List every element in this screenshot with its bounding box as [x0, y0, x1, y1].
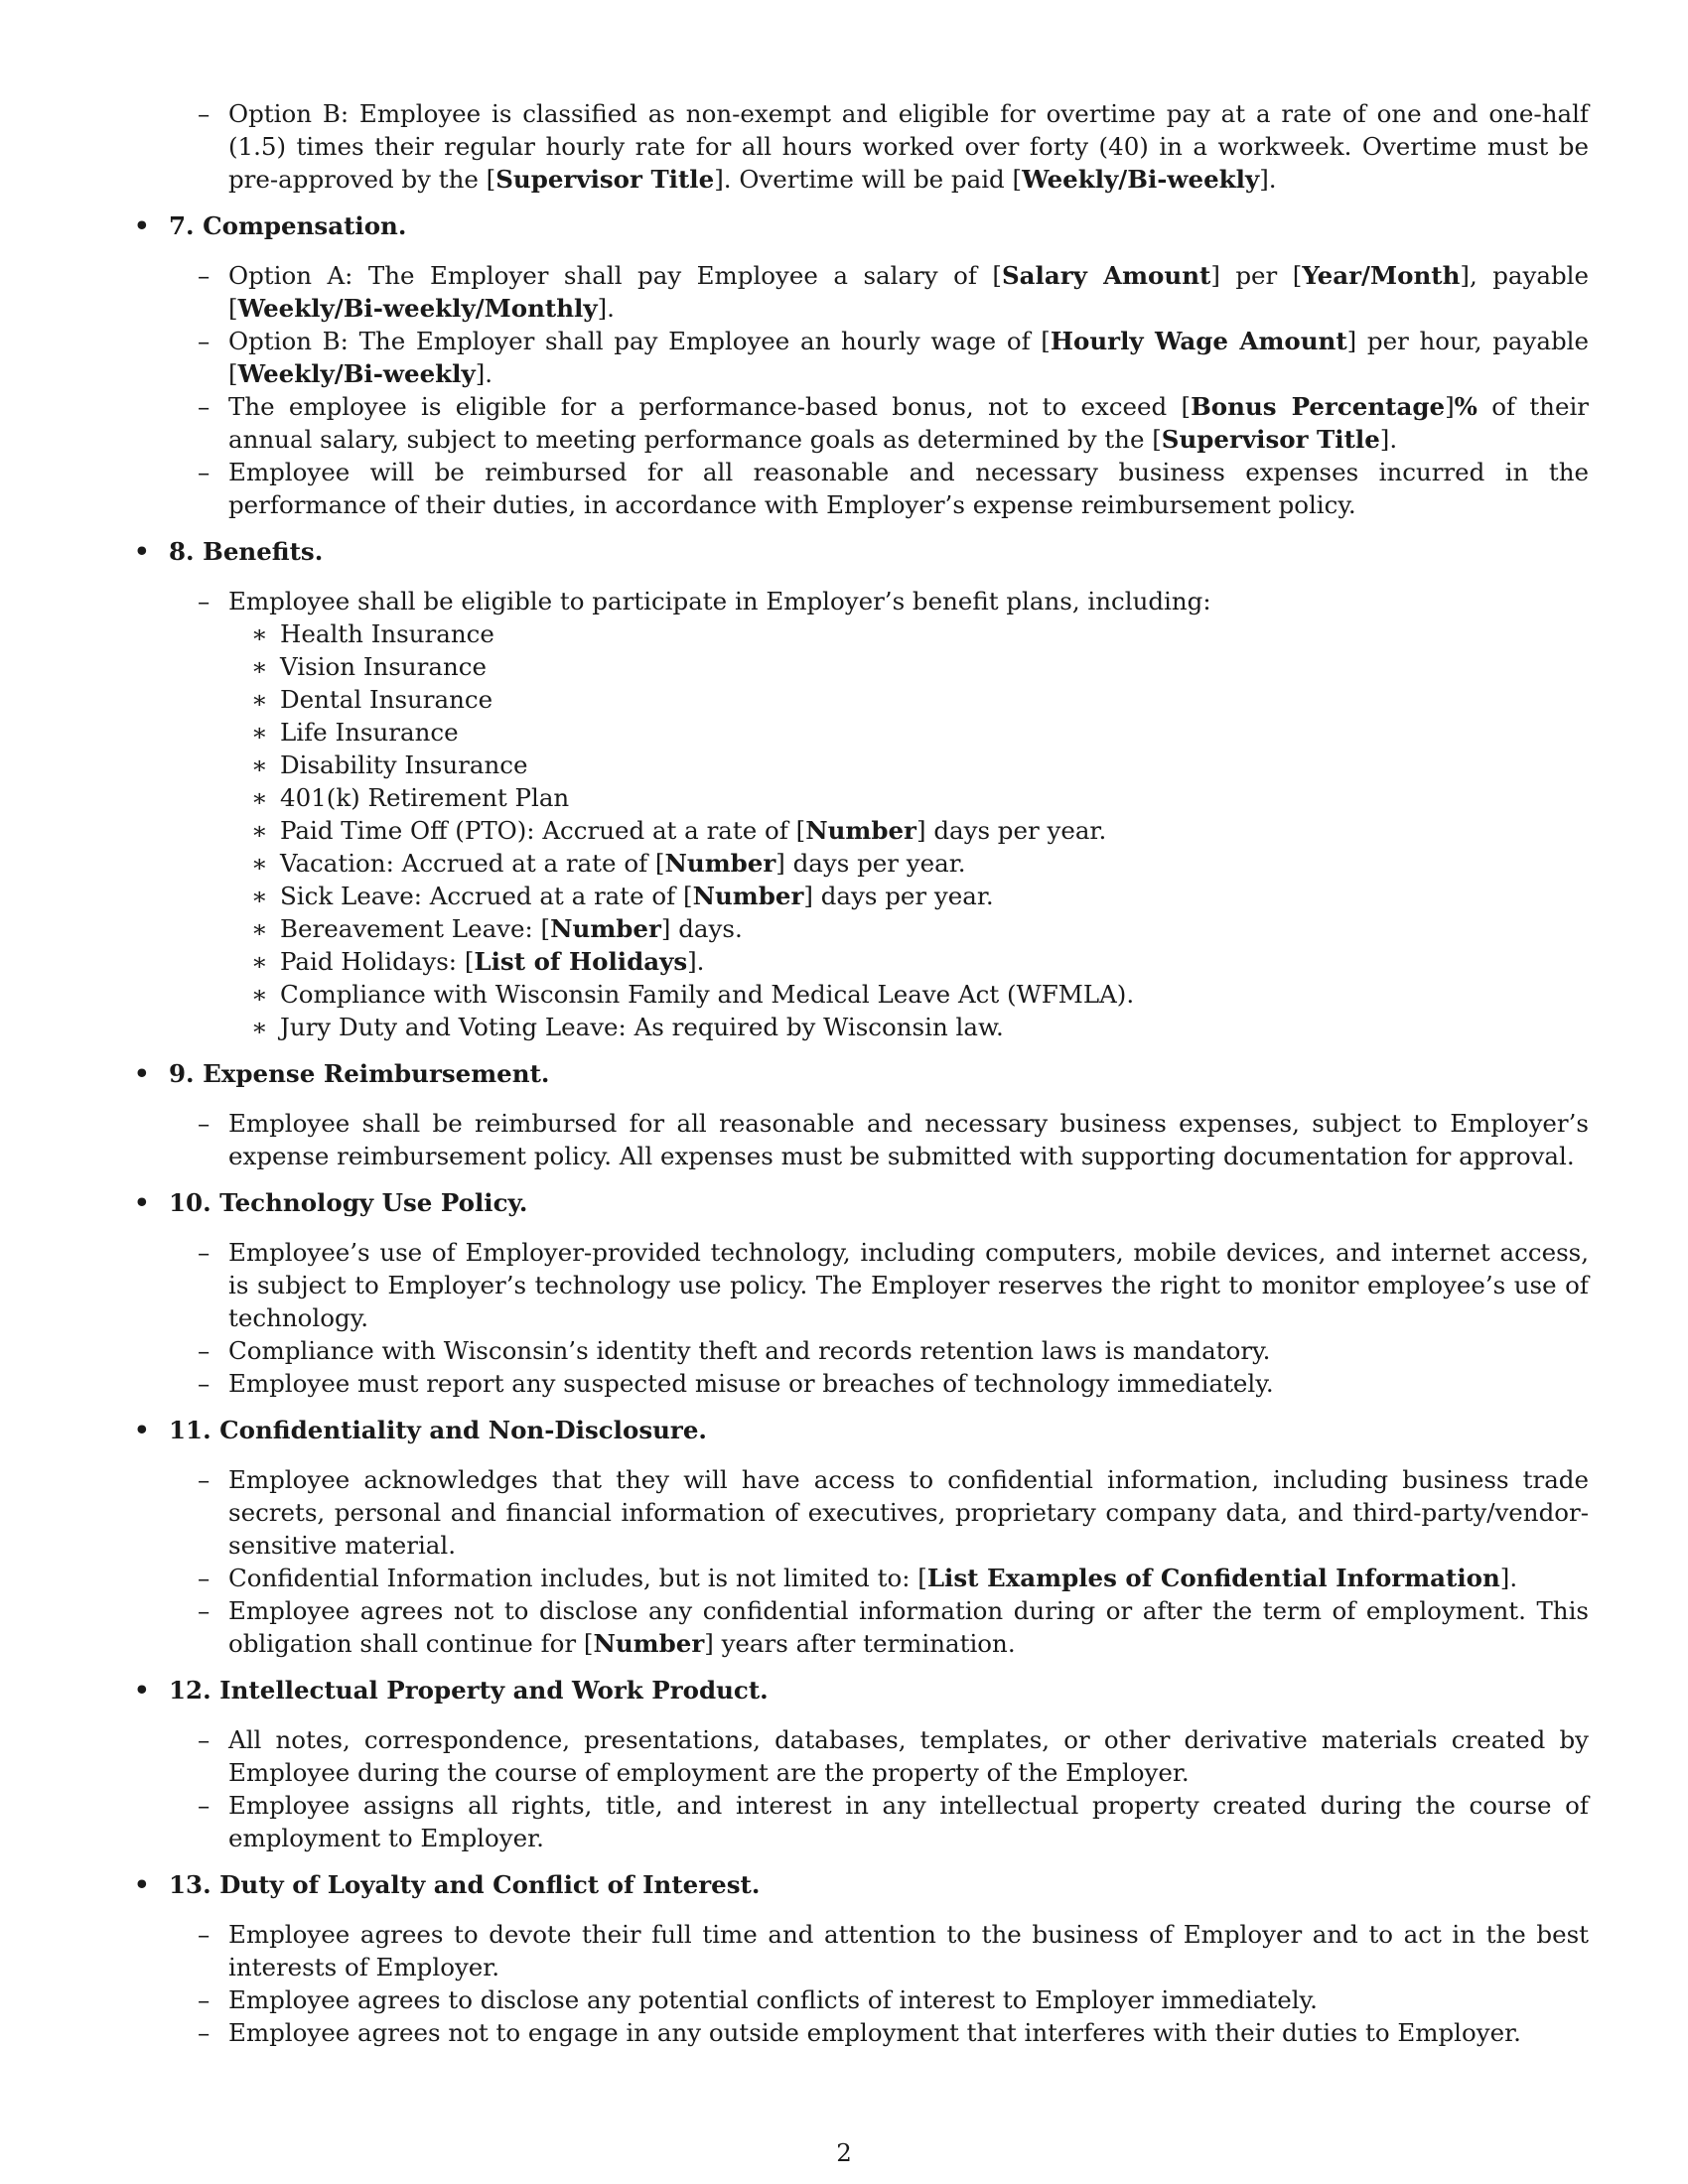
placeholder-field: List Examples of Confidential Information	[926, 1564, 1500, 1592]
asterisk-marker-icon: ∗	[251, 751, 268, 779]
section-title	[134, 1868, 1589, 1901]
text-run: Option A: The Employer shall pay Employee a salary of [	[228, 261, 1002, 290]
dash-marker-icon: –	[198, 1725, 211, 1754]
list-item	[134, 585, 1589, 617]
text-run: ]. Overtime will be paid [	[714, 165, 1023, 194]
section	[134, 1674, 1589, 1854]
list-item-text	[228, 392, 1589, 454]
list-item-text	[228, 1564, 1517, 1592]
asterisk-marker-icon: ∗	[251, 783, 268, 812]
dash-marker-icon: –	[198, 261, 211, 290]
text-run: Life Insurance	[280, 718, 459, 747]
text-run: Employee assigns all rights, title, and interest in any intellectual property created during the course of employment to Employer.	[228, 1791, 1589, 1852]
text-run: Employee must report any suspected misuse or breaches of technology immediately.	[228, 1369, 1274, 1398]
list-item	[134, 1789, 1589, 1854]
asterisk-marker-icon: ∗	[251, 718, 268, 747]
list-item	[134, 1463, 1589, 1562]
nested-list-item-text	[280, 980, 1134, 1009]
text-run: Bereavement Leave: [	[280, 914, 551, 943]
text-run: ].	[475, 359, 493, 388]
section-items	[134, 259, 1589, 521]
section-title-text: 13. Duty of Loyalty and Conflict of Interest.	[169, 1870, 761, 1899]
list-item	[134, 390, 1589, 456]
section-title	[134, 209, 1589, 242]
list-item	[134, 2016, 1589, 2049]
nested-list-item	[134, 880, 1589, 912]
text-run: Confidential Information includes, but is not limited to: [	[228, 1564, 927, 1592]
nested-list-item-text	[280, 914, 743, 943]
bullet-icon: •	[134, 1676, 150, 1705]
asterisk-marker-icon: ∗	[251, 882, 268, 910]
list-item-text	[228, 1725, 1589, 1787]
text-run: ], payable [	[228, 261, 1589, 323]
text-run: Compliance with Wisconsin’s identity theft and records retention laws is mandatory.	[228, 1336, 1271, 1365]
text-run: Health Insurance	[280, 619, 494, 648]
placeholder-field: Bonus Percentage	[1191, 392, 1446, 421]
text-run: All notes, correspondence, presentations, databases, templates, or other derivative materials created by Employee during the course of employment are the property of the Employer.	[228, 1725, 1589, 1787]
nested-list-item	[134, 650, 1589, 683]
nested-list-item	[134, 683, 1589, 716]
text-run: ]	[1445, 392, 1455, 421]
nested-list-item-text	[280, 947, 704, 976]
text-run: Employee will be reimbursed for all reasonable and necessary business expenses incurred in the performance of their duties, in accordance with Employer’s expense reimbursement policy.	[228, 458, 1589, 519]
list-item	[134, 259, 1589, 325]
section-items	[134, 1723, 1589, 1854]
nested-list-item	[134, 814, 1589, 847]
text-run: Employee agrees to disclose any potential conflicts of interest to Employer immediately.	[228, 1985, 1318, 2014]
section-title	[134, 1057, 1589, 1090]
dash-marker-icon: –	[198, 1596, 211, 1625]
dash-marker-icon: –	[198, 1238, 211, 1267]
nested-list-item	[134, 912, 1589, 945]
text-run: Paid Holidays: [	[280, 947, 475, 976]
document-body	[134, 97, 1589, 2049]
list-item	[134, 456, 1589, 521]
text-run: Employee shall be eligible to participate in Employer’s benefit plans, including:	[228, 587, 1211, 615]
asterisk-marker-icon: ∗	[251, 685, 268, 714]
continuation-block	[134, 97, 1589, 196]
placeholder-field: Number	[664, 849, 776, 878]
list-item	[134, 1918, 1589, 1983]
nested-list-item	[134, 978, 1589, 1011]
dash-marker-icon: –	[198, 1336, 211, 1365]
section-items	[134, 1918, 1589, 2049]
text-run: ] days per year.	[803, 882, 994, 910]
text-run: ].	[597, 294, 615, 323]
dash-marker-icon: –	[198, 458, 211, 486]
nested-list	[134, 617, 1589, 1043]
text-run: Disability Insurance	[280, 751, 528, 779]
list-item	[134, 1594, 1589, 1660]
text-run: Dental Insurance	[280, 685, 493, 714]
text-run: of their annual salary, subject to meeting performance goals as determined by the [	[228, 392, 1589, 454]
list-item-text	[228, 99, 1589, 194]
text-run: Employee agrees to devote their full time and attention to the business of Employer and to act in the best interests of Employer.	[228, 1920, 1589, 1981]
list-item-text	[228, 1596, 1589, 1658]
placeholder-field: %	[1454, 392, 1477, 421]
placeholder-field: Number	[550, 914, 661, 943]
section	[134, 209, 1589, 521]
text-run: Option B: The Employer shall pay Employee an hourly wage of [	[228, 327, 1051, 355]
text-run: Vacation: Accrued at a rate of [	[280, 849, 665, 878]
section-title-text: 10. Technology Use Policy.	[169, 1188, 528, 1217]
text-run: ] days.	[660, 914, 743, 943]
asterisk-marker-icon: ∗	[251, 619, 268, 648]
asterisk-marker-icon: ∗	[251, 980, 268, 1009]
asterisk-marker-icon: ∗	[251, 947, 268, 976]
section-title	[134, 1674, 1589, 1706]
list-item	[134, 1723, 1589, 1789]
list-item-text	[228, 1920, 1589, 1981]
text-run: Employee agrees not to disclose any confidential information during or after the term of employment. This obligation shall continue for [	[228, 1596, 1589, 1658]
dash-marker-icon: –	[198, 99, 211, 128]
text-run: Jury Duty and Voting Leave: As required by Wisconsin law.	[280, 1013, 1004, 1041]
nested-list-item	[134, 617, 1589, 650]
bullet-icon: •	[134, 211, 150, 240]
bullet-icon: •	[134, 1188, 150, 1217]
section-items	[134, 1463, 1589, 1660]
placeholder-field: Number	[692, 882, 804, 910]
section-title	[134, 1414, 1589, 1446]
text-run: ].	[687, 947, 705, 976]
bullet-icon: •	[134, 537, 150, 566]
placeholder-field: Supervisor Title	[495, 165, 715, 194]
text-run: Option B: Employee is classified as non-exempt and eligible for overtime pay at a rate of one and one-half (1.5) times their regular hourly rate for all hours worked over forty (40) in a workweek. Overtime must be pre-approved by the [	[228, 99, 1589, 194]
nested-list-item-text	[280, 1013, 1004, 1041]
dash-marker-icon: –	[198, 2018, 211, 2047]
section	[134, 1868, 1589, 2049]
asterisk-marker-icon: ∗	[251, 914, 268, 943]
section-items	[134, 1236, 1589, 1400]
dash-marker-icon: –	[198, 392, 211, 421]
text-run: The employee is eligible for a performance-based bonus, not to exceed [	[228, 392, 1192, 421]
list-item-text	[228, 1109, 1589, 1170]
bullet-icon: •	[134, 1416, 150, 1444]
text-run: ] per [	[1210, 261, 1303, 290]
text-run: ] days per year.	[915, 816, 1107, 845]
asterisk-marker-icon: ∗	[251, 816, 268, 845]
list-item-text	[228, 1369, 1274, 1398]
nested-list-item	[134, 781, 1589, 814]
dash-marker-icon: –	[198, 1369, 211, 1398]
section	[134, 535, 1589, 1043]
dash-marker-icon: –	[198, 1465, 211, 1494]
nested-list-item-text	[280, 718, 459, 747]
dash-marker-icon: –	[198, 1109, 211, 1138]
text-run: Paid Time Off (PTO): Accrued at a rate of [	[280, 816, 806, 845]
section-title-text: 7. Compensation.	[169, 211, 407, 240]
text-run: ].	[1379, 425, 1398, 454]
list-item-text	[228, 2018, 1521, 2047]
placeholder-field: Number	[593, 1629, 705, 1658]
placeholder-field: Hourly Wage Amount	[1050, 327, 1347, 355]
text-run: Employee shall be reimbursed for all reasonable and necessary business expenses, subject to Employer’s expense reimbursement policy. All expenses must be submitted with supporting documentation for approval.	[228, 1109, 1589, 1170]
dash-marker-icon: –	[198, 327, 211, 355]
placeholder-field: Weekly/Bi-weekly	[237, 359, 476, 388]
bullet-icon: •	[134, 1870, 150, 1899]
list-item-text	[228, 587, 1211, 615]
section-title-text: 8. Benefits.	[169, 537, 324, 566]
placeholder-field: Salary Amount	[1001, 261, 1211, 290]
list-item	[134, 1334, 1589, 1367]
list-item-text	[228, 1238, 1589, 1332]
page-number: 2	[836, 2138, 852, 2167]
section	[134, 1186, 1589, 1400]
nested-list-item	[134, 716, 1589, 749]
section-items	[134, 585, 1589, 1043]
text-run: ].	[1499, 1564, 1518, 1592]
asterisk-marker-icon: ∗	[251, 652, 268, 681]
list-item	[134, 1107, 1589, 1172]
text-run: Employee acknowledges that they will have access to confidential information, including business trade secrets, personal and financial information of executives, proprietary company data, and third-party/vendor-sensitive material.	[228, 1465, 1589, 1560]
nested-list-item-text	[280, 619, 494, 648]
text-run: ] per hour, payable [	[228, 327, 1589, 388]
nested-list-item	[134, 847, 1589, 880]
list-item-text	[228, 1985, 1318, 2014]
text-run: ].	[1259, 165, 1277, 194]
placeholder-field: Supervisor Title	[1161, 425, 1380, 454]
continuation-list	[134, 97, 1589, 196]
list-item-text	[228, 261, 1589, 323]
text-run: Employee agrees not to engage in any outside employment that interferes with their duties to Employer.	[228, 2018, 1521, 2047]
list-item	[134, 97, 1589, 196]
asterisk-marker-icon: ∗	[251, 1013, 268, 1041]
list-item	[134, 1236, 1589, 1334]
dash-marker-icon: –	[198, 1791, 211, 1820]
list-item	[134, 325, 1589, 390]
nested-list-item-text	[280, 816, 1106, 845]
nested-list-item-text	[280, 849, 966, 878]
section-title	[134, 535, 1589, 568]
section	[134, 1414, 1589, 1660]
asterisk-marker-icon: ∗	[251, 849, 268, 878]
section-title-text: 12. Intellectual Property and Work Product.	[169, 1676, 769, 1705]
section-title	[134, 1186, 1589, 1219]
nested-list-item	[134, 1011, 1589, 1043]
nested-list-item-text	[280, 882, 994, 910]
nested-list-item	[134, 749, 1589, 781]
section	[134, 1057, 1589, 1172]
section-title-text: 11. Confidentiality and Non-Disclosure.	[169, 1416, 707, 1444]
list-item	[134, 1562, 1589, 1594]
nested-list-item-text	[280, 783, 569, 812]
text-run: Compliance with Wisconsin Family and Medical Leave Act (WFMLA).	[280, 980, 1135, 1009]
list-item-text	[228, 1336, 1270, 1365]
text-run: Sick Leave: Accrued at a rate of [	[280, 882, 693, 910]
nested-list-item-text	[280, 685, 492, 714]
list-item-text	[228, 327, 1589, 388]
text-run: ] years after termination.	[704, 1629, 1016, 1658]
text-run: 401(k) Retirement Plan	[280, 783, 570, 812]
placeholder-field: Weekly/Bi-weekly	[1022, 165, 1260, 194]
section-items	[134, 1107, 1589, 1172]
placeholder-field: Weekly/Bi-weekly/Monthly	[237, 294, 598, 323]
nested-list-item-text	[280, 751, 527, 779]
list-item	[134, 1983, 1589, 2016]
placeholder-field: List of Holidays	[474, 947, 688, 976]
text-run: ] days per year.	[775, 849, 966, 878]
dash-marker-icon: –	[198, 1564, 211, 1592]
bullet-icon: •	[134, 1059, 150, 1088]
placeholder-field: Number	[805, 816, 916, 845]
placeholder-field: Year/Month	[1302, 261, 1461, 290]
section-title-text: 9. Expense Reimbursement.	[169, 1059, 550, 1088]
nested-list-item-text	[280, 652, 487, 681]
dash-marker-icon: –	[198, 1985, 211, 2014]
list-item-text	[228, 1465, 1589, 1560]
text-run: Employee’s use of Employer-provided technology, including computers, mobile devices, and internet access, is subject to Employer’s technology use policy. The Employer reserves the right to monitor employee’s use of technology.	[228, 1238, 1589, 1332]
dash-marker-icon: –	[198, 587, 211, 615]
dash-marker-icon: –	[198, 1920, 211, 1949]
list-item-text	[228, 1791, 1589, 1852]
list-item	[134, 1367, 1589, 1400]
list-item-text	[228, 458, 1589, 519]
nested-list-item	[134, 945, 1589, 978]
text-run: Vision Insurance	[280, 652, 487, 681]
